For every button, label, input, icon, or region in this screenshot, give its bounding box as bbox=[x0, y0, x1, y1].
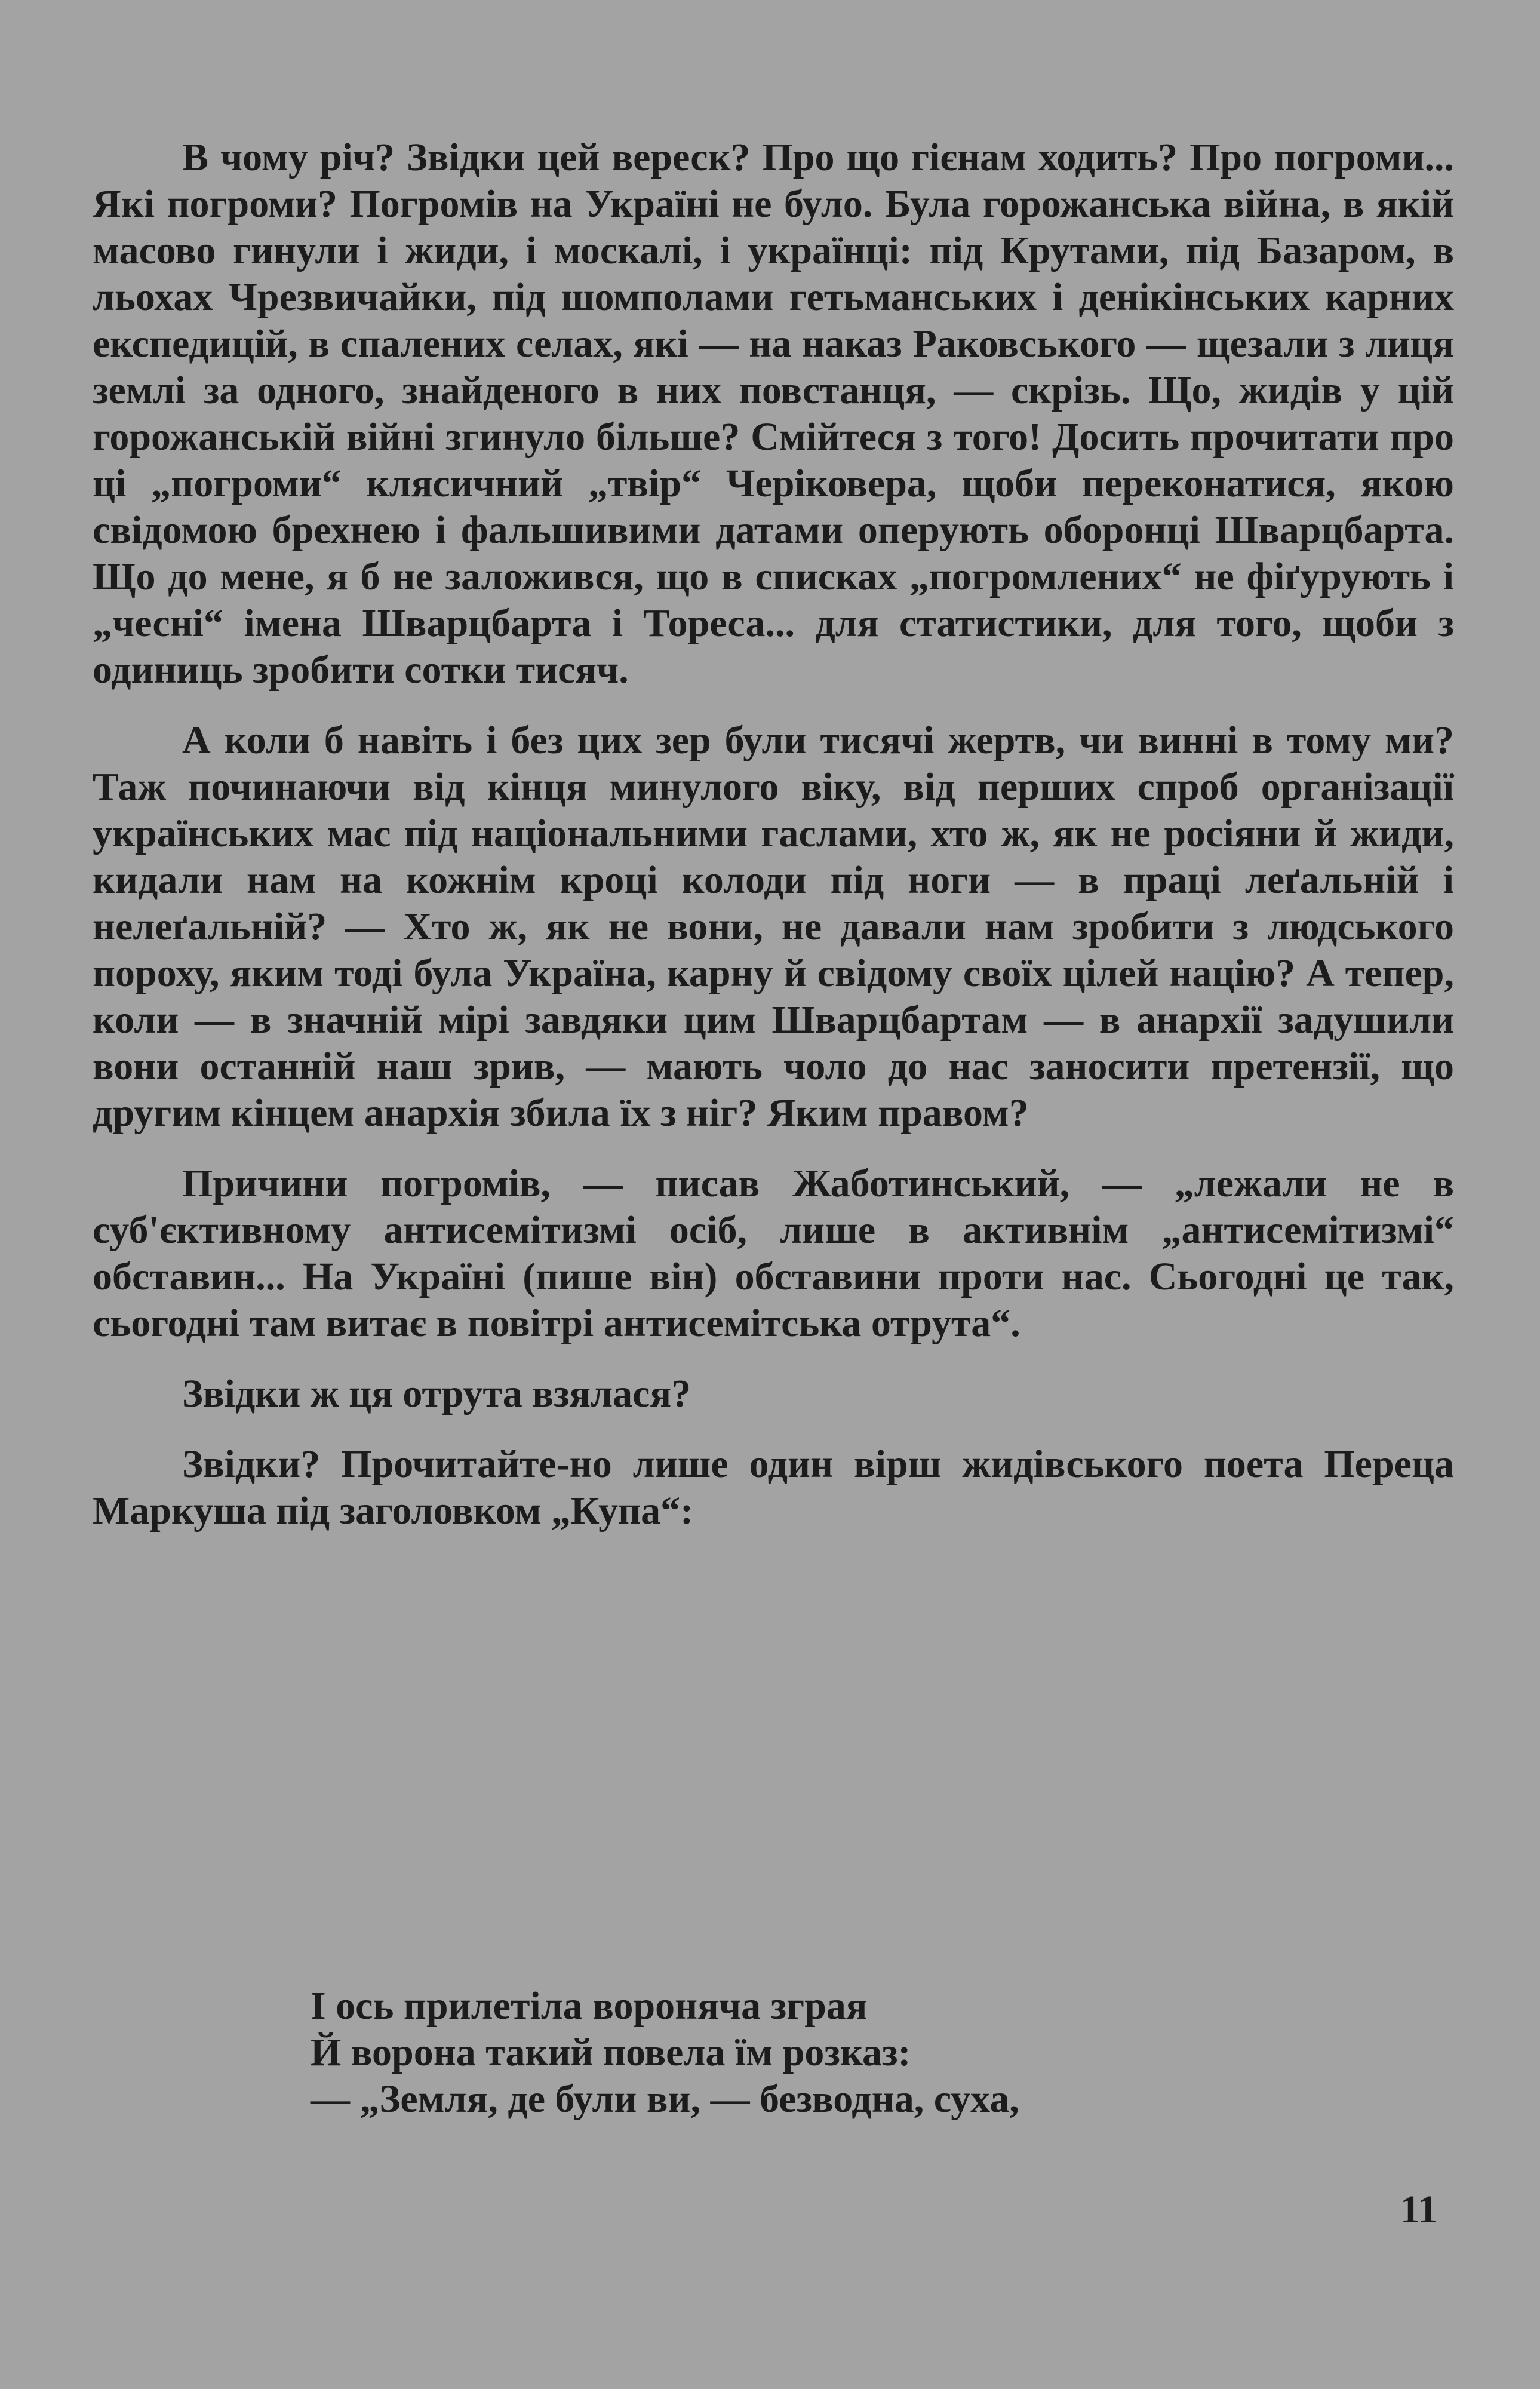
poem-line-2: Й ворона такий повела їм розказ: bbox=[311, 2031, 911, 2074]
paragraph-2: А коли б навіть і без цих зер були тисячі жертв, чи винні в тому ми? Таж починаючи від кінця минулого віку, від перших спроб організації українських мас під національними гаслами, хто ж, як не росіяни й жиди, кидали нам на кожнім кроці колоди під ноги — в праці леґальній і нелеґальній? — Хто ж, як не вони, не давали нам зробити з людського пороху, яким тоді була Україна, карну й свідому своїх цілей націю? А тепер, коли — в значній мірі завдяки цим Шварцбартам — в анархії задушили вони останній наш зрив, — мають чоло до нас заносити претензії, що другим кінцем анархія збила їх з ніг? Яким правом? bbox=[93, 718, 1454, 1135]
poem-line-1: І ось прилетіла вороняча зграя bbox=[311, 1984, 868, 2028]
paragraph-3: Причини погромів, — писав Жаботинський, — „лежали не в суб'єктивному антисемітизмі осіб, лише в активнім „антисемітизмі“ обставин... На Україні (пише він) обставини проти нас. Сьогодні це так, сьогодні там витає в повітрі антисемітська отрута“. bbox=[93, 1162, 1454, 1345]
paragraph-4: Звідки ж ця отрута взялася? bbox=[182, 1372, 691, 1415]
paragraph-5: Звідки? Прочитайте-но лише один вірш жидівського поета Переца Маркуша під заголовком „Купа“: bbox=[93, 1442, 1454, 1533]
poem-quote bbox=[311, 1983, 1385, 2123]
paragraph-1: В чому річ? Звідки цей вереск? Про що гієнам ходить? Про погроми... Які погроми? Погромів на Україні не було. Була горожанська війна, в якій масово гинули і жиди, і москалі, і українці: під Крутами, під Базаром, в льохах Чрезвичайки, під шомполами гетьманських і денікінських карних експедицій, в спалених селах, які — на наказ Раковського — щезали з лиця землі за одного, знайденого в них повстанця, — скрізь. Що, жидів у цій горожанській війні згинуло більше? Смійтеся з того! Досить прочитати про ці „погроми“ клясичний „твір“ Черіковера, щоби переконатися, якою свідомою брехнею і фальшивими датами оперують оборонці Шварцбарта. Що до мене, я б не заложився, що в списках „погромлених“ не фіґурують і „чесні“ імена Шварцбарта і Тореса... для статистики, для того, щоби з одиниць зробити сотки тисяч. bbox=[93, 136, 1454, 692]
body-text bbox=[93, 134, 1454, 1534]
page-number: 11 bbox=[1400, 2188, 1438, 2231]
poem-line-3: — „Земля, де були ви, — безводна, суха, bbox=[311, 2077, 1019, 2121]
